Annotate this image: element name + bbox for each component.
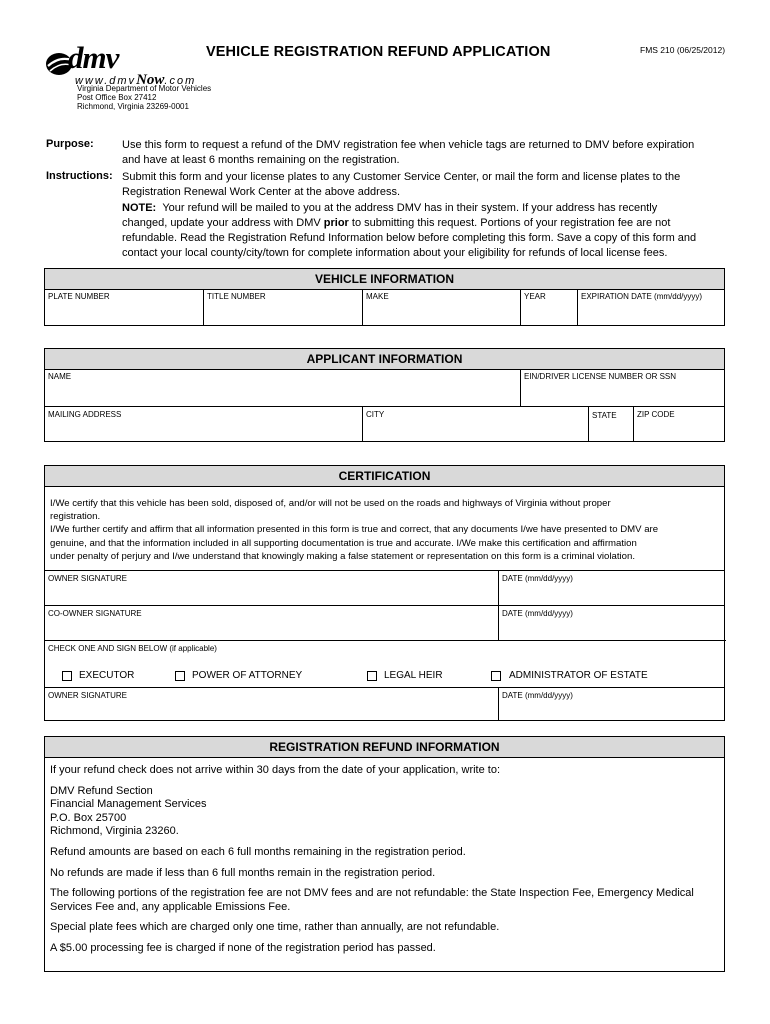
refund-information-body [50, 764, 720, 956]
make-field[interactable] [363, 289, 521, 325]
executor-label: EXECUTOR [79, 670, 135, 681]
note-line: Your refund will be mailed to you at the address DMV has in their system. If your address has recently [162, 201, 658, 214]
vehicle-information-heading: VEHICLE INFORMATION [45, 269, 724, 290]
website-now: Now [136, 72, 165, 88]
ein-license-ssn-field[interactable] [521, 369, 724, 407]
coowner-signature-label: CO-OWNER SIGNATURE [48, 609, 142, 618]
instructions-line: Registration Renewal Work Center at the above address. [122, 186, 400, 199]
applicant-information-section [44, 348, 725, 442]
certification-line: genuine, and that the information included in all supporting documentation is true and accurate. I/We make this certification and affirmation [50, 537, 637, 549]
vehicle-information-section [44, 268, 725, 326]
certification-line: registration. [50, 511, 101, 523]
representative-signature-date-field[interactable] [499, 687, 724, 720]
purpose-line: and have at least 6 months remaining on the registration. [122, 154, 400, 167]
check-one-label: CHECK ONE AND SIGN BELOW (if applicable) [48, 644, 217, 653]
note-line: changed, update your address with DMV [122, 216, 324, 229]
title-number-field[interactable] [204, 289, 363, 325]
note-line: to submitting this request. Portions of your registration fee are not [348, 216, 671, 229]
legal-heir-label: LEGAL HEIR [384, 670, 443, 681]
certification-section [44, 465, 725, 721]
refund-address-line: Financial Management Services [50, 798, 207, 811]
city-state-zip: Richmond, Virginia 23269-0001 [77, 102, 189, 111]
refund-information-section [44, 736, 725, 972]
refund-paragraph: Special plate fees which are charged only one time, rather than annually, are not refundable. [50, 921, 500, 934]
po-box: Post Office Box 27412 [77, 93, 157, 102]
purpose-line: Use this form to request a refund of the DMV registration fee when vehicle tags are returned to DMV before expiration [122, 139, 695, 151]
date-label: DATE (mm/dd/yyyy) [502, 609, 573, 618]
refund-address-line: DMV Refund Section [50, 784, 153, 797]
certification-heading: CERTIFICATION [45, 466, 724, 487]
instructions-line: Submit this form and your license plates to any Customer Service Center, or mail the form and license plates to the [122, 171, 681, 183]
dmv-address [77, 84, 211, 111]
legal-heir-checkbox[interactable] [367, 671, 377, 681]
purpose-label: Purpose: [46, 138, 94, 150]
state-field[interactable] [589, 407, 634, 441]
refund-paragraph: Services Fee and, any applicable Emissions Fee. [50, 900, 291, 913]
representative-signature-field[interactable] [45, 687, 499, 720]
refund-address-line: Richmond, Virginia 23260. [50, 825, 179, 838]
certification-line: I/We further certify and affirm that all information presented in this form is true and correct, that any documents I/we have presented to DMV are [50, 524, 659, 536]
make-label: MAKE [366, 292, 389, 301]
administrator-of-estate-checkbox[interactable] [491, 671, 501, 681]
owner-signature-label: OWNER SIGNATURE [48, 691, 127, 700]
note-line: contact your local county/city/town for complete information about your eligibility for refunds of local license fees. [122, 247, 668, 260]
year-field[interactable] [521, 289, 578, 325]
owner-signature-field[interactable] [45, 570, 499, 605]
expiration-date-label: EXPIRATION DATE (mm/dd/yyyy) [581, 292, 703, 301]
website-prefix: www.dmv [75, 75, 137, 87]
owner-signature-date-field[interactable] [499, 570, 724, 605]
page-title: VEHICLE REGISTRATION REFUND APPLICATION [206, 44, 551, 60]
note-line: refundable. Read the Registration Refund Information below before completing this form. Save a copy of this form and [122, 232, 697, 245]
logo-wordmark: dmv [68, 40, 119, 75]
plate-number-field[interactable] [45, 289, 204, 325]
note-label: NOTE: [122, 201, 157, 214]
applicant-information-heading: APPLICANT INFORMATION [45, 349, 724, 370]
date-label: DATE (mm/dd/yyyy) [502, 691, 573, 700]
refund-paragraph: If your refund check does not arrive within 30 days from the date of your application, write to: [50, 764, 501, 776]
state-label: STATE [592, 411, 617, 420]
coowner-signature-date-field[interactable] [499, 605, 724, 640]
website-suffix: .com [164, 75, 197, 87]
mailing-address-field[interactable] [45, 407, 363, 441]
ein-label: EIN/DRIVER LICENSE NUMBER OR SSN [524, 372, 677, 381]
certification-line: under penalty of perjury and I/we understand that knowingly making a false statement or representation on this form is a criminal violation. [50, 550, 635, 562]
plate-number-label: PLATE NUMBER [48, 292, 110, 301]
expiration-date-field[interactable] [578, 289, 724, 325]
certification-statement [50, 497, 722, 563]
owner-signature-label: OWNER SIGNATURE [48, 574, 127, 583]
administrator-of-estate-label: ADMINISTRATOR OF ESTATE [509, 670, 648, 681]
coowner-signature-field[interactable] [45, 605, 499, 640]
certification-line: I/We certify that this vehicle has been sold, disposed of, and/or will not be used on the roads and highways of Virginia without proper [50, 498, 611, 509]
date-label: DATE (mm/dd/yyyy) [502, 574, 573, 583]
refund-paragraph: A $5.00 processing fee is charged if none of the registration period has passed. [50, 941, 436, 954]
power-of-attorney-label: POWER OF ATTORNEY [192, 670, 303, 681]
mailing-address-label: MAILING ADDRESS [48, 410, 122, 419]
name-label: NAME [48, 372, 72, 381]
name-field[interactable] [45, 369, 521, 407]
zip-code-label: ZIP CODE [637, 410, 675, 419]
refund-paragraph: No refunds are made if less than 6 full months remain in the registration period. [50, 866, 436, 879]
city-label: CITY [366, 410, 385, 419]
refund-information-heading: REGISTRATION REFUND INFORMATION [45, 737, 724, 758]
city-field[interactable] [363, 407, 589, 441]
refund-paragraph: The following portions of the registration fee are not DMV fees and are not refundable: the State Inspection Fee, Emergency Medical [50, 887, 694, 900]
year-label: YEAR [524, 292, 546, 301]
form-number: FMS 210 (06/25/2012) [640, 45, 726, 55]
refund-address-line: P.O. Box 25700 [50, 811, 127, 824]
executor-checkbox[interactable] [62, 671, 72, 681]
zip-code-field[interactable] [634, 407, 724, 441]
dept-name: Virginia Department of Motor Vehicles [77, 84, 212, 93]
refund-paragraph: Refund amounts are based on each 6 full months remaining in the registration period. [50, 845, 466, 858]
instructions-label: Instructions: [46, 170, 113, 182]
power-of-attorney-checkbox[interactable] [175, 671, 185, 681]
instructions-text [122, 170, 732, 262]
note-prior: prior [323, 216, 349, 229]
title-number-label: TITLE NUMBER [207, 292, 266, 301]
purpose-text [122, 138, 732, 169]
